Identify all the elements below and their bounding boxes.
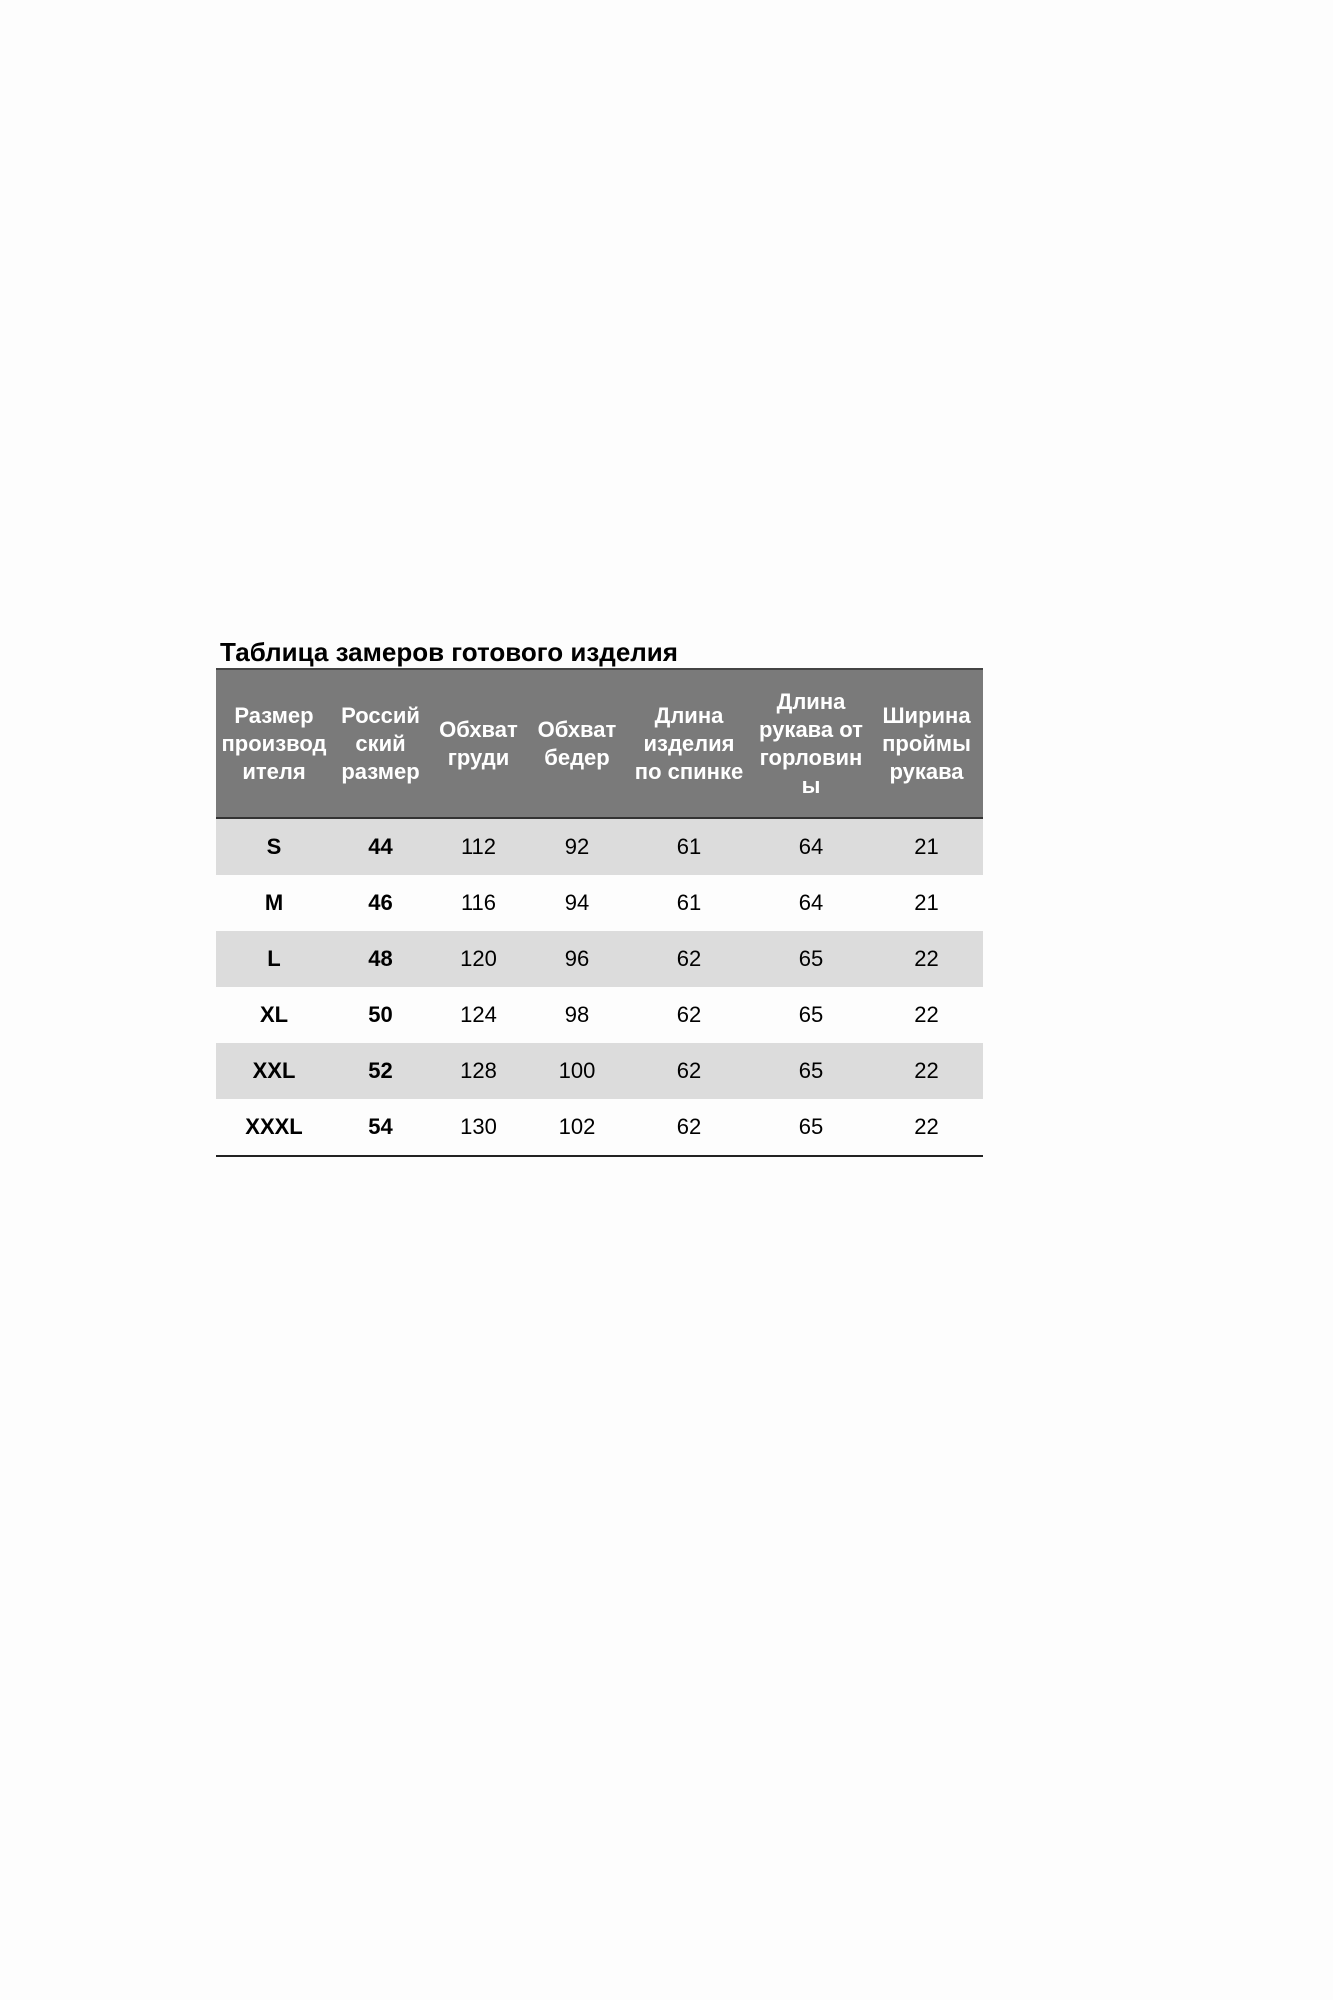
armhole-width-cell: 21: [870, 818, 983, 875]
russian-size-cell: 46: [368, 890, 393, 915]
back-length-cell: 62: [676, 1002, 702, 1027]
armhole-width-cell: 22: [870, 1043, 983, 1099]
sleeve-length-cell: 64: [798, 890, 824, 915]
chest-cell: 124: [460, 1002, 497, 1027]
chest-cell: 120: [429, 931, 528, 987]
armhole-width-cell: 21: [914, 890, 939, 915]
manufacturer-size-cell: XXL: [216, 1043, 332, 1099]
header-row: [216, 669, 983, 818]
back-length-cell: 62: [626, 931, 752, 987]
russian-size-cell: 44: [332, 818, 429, 875]
back-length-cell: 62: [626, 1043, 752, 1099]
table-row: [216, 1099, 983, 1156]
header-armhole-width: Ширина проймы рукава: [870, 669, 983, 818]
table-row: [216, 987, 983, 1043]
chart-title: Таблица замеров готового изделия: [220, 637, 678, 667]
chest-cell: 130: [460, 1114, 497, 1139]
measurement-table: [216, 668, 983, 1157]
sleeve-length-cell: 64: [752, 818, 870, 875]
manufacturer-size-cell: L: [216, 931, 332, 987]
back-length-cell: 61: [626, 818, 752, 875]
sleeve-length-cell: 65: [752, 1043, 870, 1099]
manufacturer-size-cell: M: [264, 890, 284, 915]
manufacturer-size-cell: XL: [259, 1002, 289, 1027]
header-hips: Обхват бедер: [528, 669, 626, 818]
armhole-width-cell: 22: [914, 1002, 939, 1027]
chest-cell: 128: [429, 1043, 528, 1099]
sleeve-length-cell: 65: [798, 1114, 824, 1139]
hips-cell: 98: [564, 1002, 590, 1027]
hips-cell: 100: [528, 1043, 626, 1099]
table-row: [216, 875, 983, 931]
chest-cell: 116: [460, 890, 497, 915]
header-sleeve-length: Длина рукава от горловин ы: [752, 669, 870, 818]
russian-size-cell: 50: [368, 1002, 393, 1027]
table-row: [216, 931, 983, 987]
hips-cell: 102: [558, 1114, 596, 1139]
header-chest: Обхват груди: [429, 669, 528, 818]
header-russian-size: Россий ский размер: [332, 669, 429, 818]
russian-size-cell: 52: [332, 1043, 429, 1099]
hips-cell: 96: [528, 931, 626, 987]
manufacturer-size-cell: XXXL: [245, 1114, 303, 1139]
back-length-cell: 62: [676, 1114, 702, 1139]
hips-cell: 92: [528, 818, 626, 875]
header-back-length: Длина изделия по спинке: [626, 669, 752, 818]
size-chart: [216, 636, 983, 1157]
sleeve-length-cell: 65: [798, 1002, 824, 1027]
chest-cell: 112: [429, 818, 528, 875]
russian-size-cell: 54: [368, 1114, 393, 1139]
table-row: [216, 1043, 983, 1099]
russian-size-cell: 48: [332, 931, 429, 987]
back-length-cell: 61: [676, 890, 702, 915]
table-row: [216, 818, 983, 875]
manufacturer-size-cell: S: [216, 818, 332, 875]
header-manufacturer-size: Размер производ ителя: [216, 669, 332, 818]
sleeve-length-cell: 65: [752, 931, 870, 987]
armhole-width-cell: 22: [914, 1114, 939, 1139]
hips-cell: 94: [564, 890, 590, 915]
armhole-width-cell: 22: [870, 931, 983, 987]
